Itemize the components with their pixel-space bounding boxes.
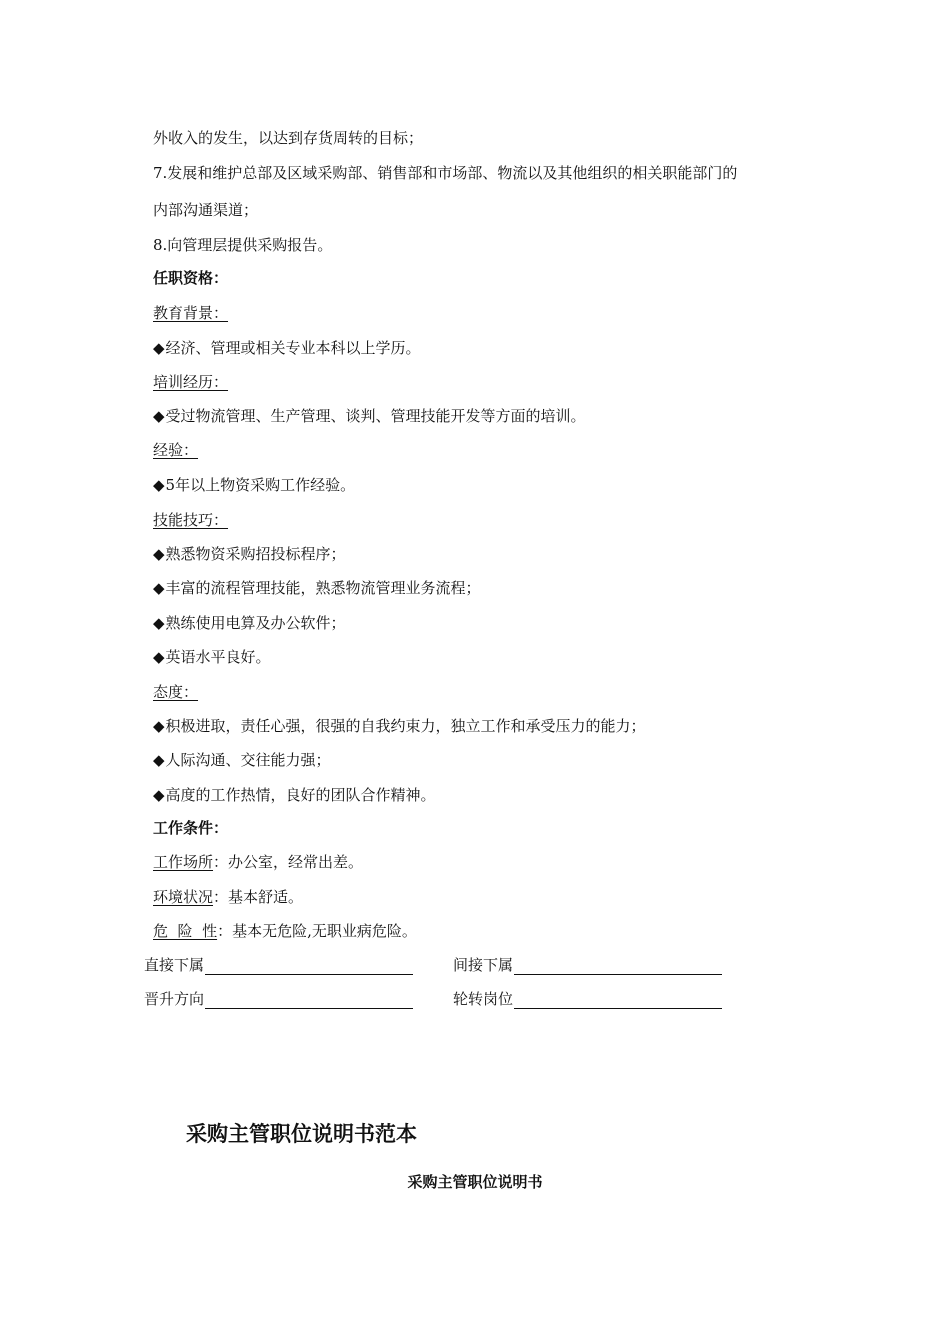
environment-value: ：基本舒适。 <box>213 888 304 906</box>
duty-item-7-line-1: 7.发展和维护总部及区域采购部、销售部和市场部、物流以及其他组织的相关职能部门的 <box>153 164 738 182</box>
skills-item: ◆ 英语水平良好。 <box>153 647 271 667</box>
attitude-item: ◆ 积极进取，责任心强，很强的自我约束力，独立工作和承受压力的能力； <box>153 716 646 736</box>
training-label: 培训经历： <box>153 373 229 391</box>
workplace-value: ：办公室，经常出差。 <box>213 853 364 871</box>
promotion-path-blank <box>205 992 413 1009</box>
conditions-heading: 工作条件： <box>153 819 229 837</box>
promotion-path-field <box>144 989 413 1009</box>
rotation-position-field <box>453 989 722 1009</box>
duty-item-8: 8.向管理层提供采购报告。 <box>153 236 333 254</box>
skills-item: ◆ 丰富的流程管理技能，熟悉物流管理业务流程； <box>153 578 481 598</box>
document-title: 采购主管职位说明书范本 <box>186 1122 417 1146</box>
education-item: ◆ 经济、管理或相关专业本科以上学历。 <box>153 338 421 358</box>
skills-item: ◆ 熟悉物资采购招投标程序； <box>153 544 346 564</box>
risk-value: ：基本无危险,无职业病危险。 <box>217 922 417 940</box>
attitude-item: ◆ 高度的工作热情，良好的团队合作精神。 <box>153 785 436 805</box>
direct-subordinate-label: 直接下属 <box>144 956 205 974</box>
document-subtitle: 采购主管职位说明书 <box>407 1173 543 1191</box>
education-label: 教育背景： <box>153 304 229 322</box>
environment-row <box>153 887 303 907</box>
qualifications-heading: 任职资格： <box>153 269 229 287</box>
direct-subordinate-field <box>144 955 413 975</box>
workplace-row <box>153 852 363 872</box>
indirect-subordinate-label: 间接下属 <box>453 956 514 974</box>
direct-subordinate-blank <box>205 958 413 975</box>
indirect-subordinate-field <box>453 955 722 975</box>
workplace-label: 工作场所 <box>153 853 214 871</box>
duty-item-7-line-2: 内部沟通渠道； <box>153 201 259 219</box>
experience-label: 经验： <box>153 441 199 459</box>
indirect-subordinate-blank <box>514 958 722 975</box>
environment-label: 环境状况 <box>153 888 214 906</box>
risk-label: 危 险 性 <box>153 922 218 940</box>
rotation-position-label: 轮转岗位 <box>453 990 514 1008</box>
duty-continuation-line: 外收入的发生，以达到存货周转的目标； <box>153 129 424 147</box>
training-item: ◆ 受过物流管理、生产管理、谈判、管理技能开发等方面的培训。 <box>153 406 586 426</box>
attitude-item: ◆ 人际沟通、交往能力强； <box>153 750 331 770</box>
skills-item: ◆ 熟练使用电算及办公软件； <box>153 613 346 633</box>
attitude-label: 态度： <box>153 683 199 701</box>
promotion-path-label: 晋升方向 <box>144 990 205 1008</box>
experience-item: ◆ 5年以上物资采购工作经验。 <box>153 475 355 495</box>
rotation-position-blank <box>514 992 722 1009</box>
skills-label: 技能技巧： <box>153 511 229 529</box>
risk-row <box>153 921 417 941</box>
